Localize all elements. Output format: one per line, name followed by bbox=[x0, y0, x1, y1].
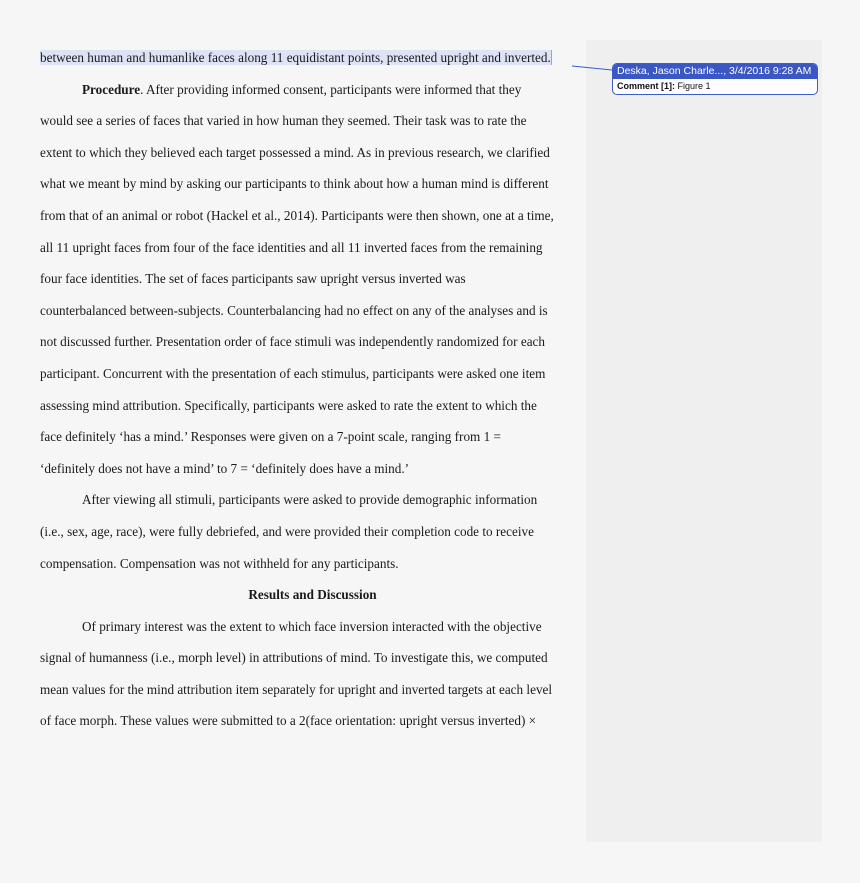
after-line-1: After viewing all stimuli, participants were asked to provide demographic information bbox=[82, 492, 538, 508]
commented-text-highlight[interactable]: between human and humanlike faces along 11 equidistant points, presented upright and inverted. bbox=[40, 50, 551, 65]
comment-label: Comment [1]: bbox=[617, 81, 675, 91]
comments-margin-pane bbox=[586, 40, 822, 842]
after-line-2: (i.e., sex, age, race), were fully debriefed, and were provided their completion code to receive bbox=[40, 523, 534, 539]
procedure-line-10: participant. Concurrent with the presentation of each stimulus, participants were asked one item bbox=[40, 365, 546, 381]
after-line-3: compensation. Compensation was not withheld for any participants. bbox=[40, 555, 399, 571]
results-line-2: signal of humanness (i.e., morph level) in attributions of mind. To investigate this, we computed bbox=[40, 650, 548, 666]
procedure-line-8: counterbalanced between-subjects. Counterbalancing had no effect on any of the analyses and is bbox=[40, 302, 548, 318]
document-body bbox=[40, 42, 585, 737]
comment-text[interactable]: Figure 1 bbox=[677, 81, 711, 91]
procedure-line-12: face definitely ‘has a mind.’ Responses were given on a 7-point scale, ranging from 1 = bbox=[40, 429, 501, 445]
procedure-line-7: four face identities. The set of faces participants saw upright versus inverted was bbox=[40, 271, 466, 287]
results-line-4: of face morph. These values were submitted to a 2(face orientation: upright versus inverted) × bbox=[40, 713, 537, 729]
first-line[interactable] bbox=[40, 42, 585, 74]
comment-body[interactable] bbox=[613, 79, 817, 94]
procedure-line-13: ‘definitely does not have a mind’ to 7 = ‘definitely does have a mind.’ bbox=[40, 460, 410, 476]
comment-author-date[interactable]: Deska, Jason Charle..., 3/4/2016 9:28 AM bbox=[613, 64, 817, 79]
procedure-line-2: would see a series of faces that varied in how human they seemed. Their task was to rate the bbox=[40, 113, 527, 129]
procedure-line-9: not discussed further. Presentation order of face stimuli was independently randomized for each bbox=[40, 334, 545, 350]
procedure-line-11: assessing mind attribution. Specifically, participants were asked to rate the extent to which the bbox=[40, 397, 537, 413]
results-line-3: mean values for the mind attribution item separately for upright and inverted targets at each level bbox=[40, 681, 553, 697]
procedure-line-5: from that of an animal or robot (Hackel et al., 2014). Participants were then shown, one at a time, bbox=[40, 207, 554, 223]
results-line-1: Of primary interest was the extent to which face inversion interacted with the objective bbox=[82, 618, 542, 634]
comment-balloon[interactable] bbox=[612, 63, 818, 95]
procedure-line-6: all 11 upright faces from four of the face identities and all 11 inverted faces from the remaining bbox=[40, 239, 543, 255]
procedure-line-3: extent to which they believed each target possessed a mind. As in previous research, we clarified bbox=[40, 144, 550, 160]
procedure-heading: Procedure bbox=[82, 81, 141, 97]
procedure-line-4: what we meant by mind by asking our participants to think about how a human mind is different bbox=[40, 176, 549, 192]
results-heading: Results and Discussion bbox=[248, 587, 377, 603]
procedure-line-1: Procedure. After providing informed consent, participants were informed that they bbox=[82, 81, 522, 97]
